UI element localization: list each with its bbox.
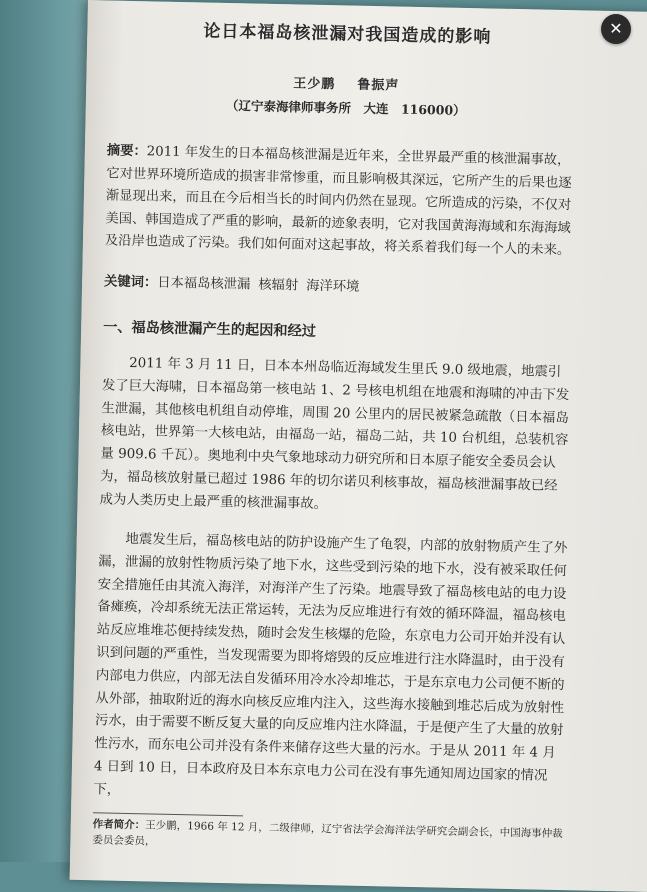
keywords-label: 关键词： <box>103 274 158 291</box>
keywords <box>104 270 574 299</box>
article-title: 论日本福岛核泄漏对我国造成的影响 <box>203 21 492 48</box>
author-name: 鲁振声 <box>357 77 400 94</box>
body-paragraph: 2011 年 3 月 11 日，日本本州岛临近海域发生里氏 9.0 级地震，地震引发了巨大海啸，日本福岛第一核电站 1、2 号核电机组在地震和海啸的冲击下发生泄漏，其他核电机组自动停堆，周围 20 公里内的居民被紧急疏散（日本福岛核电站，世界第一大核电站，由福岛一站，福岛二站，共 10 台机组，总装机容量 909.6 千瓦）。奥地利中央气象地球动力研究所和日本原子能安全委员会认为，福岛核放射量已超过 1986 年的切尔诺贝利核事故，福岛核泄漏事故已经成为人类历史上最严重的核泄漏事故。 <box>99 355 570 512</box>
book-page <box>70 0 647 892</box>
close-icon: ✕ <box>609 19 623 38</box>
author-line <box>86 68 606 98</box>
section-heading: 一、福岛核泄漏产生的起因和经过 <box>102 319 317 340</box>
author-footnote <box>92 816 573 858</box>
footnote-text: 王少鹏，1966 年 12 月，二级律师，辽宁省法学会海洋法学研究会副会长，中国海事仲裁委员会委员， <box>92 819 563 848</box>
close-button[interactable] <box>601 14 631 44</box>
abstract-label: 摘要： <box>106 143 147 160</box>
footnote-label: 作者简介： <box>92 818 146 832</box>
affiliation: （辽宁泰海律师事务所 大连 116000） <box>225 97 466 118</box>
keyword: 核辐射 <box>258 277 299 294</box>
body-paragraph: 地震发生后，福岛核电站的防护设施产生了龟裂，内部的放射物质产生了外漏，泄漏的放射性物质污染了地下水，这些受到污染的地下水，没有被采取任何安全措施任由其流入海洋，对海洋产生了污染。地震导致了福岛核电站的电力设备瘫痪，冷却系统无法正常运转，无法为反应堆进行有效的循环降温，福岛核电站反应堆堆芯便持续发热，随时会发生核爆的危险，东京电力公司开始并没有认识到问题的严重性，当发现需要为即将熔毁的反应堆进行注水降温时，由于没有内部电力供应，内部无法自发循环用冷水冷却堆芯，于是东京电力公司便不断的从外部，抽取附近的海水向核反应堆内注入，这些海水接触到堆芯后成为放射性污水，由于需要不断反复大量的向反应堆内注水降温，于是便产生了大量的放射性污水，而东电公司并没有条件来储存这些大量的污水。于是从 2011 年 4 月 4 日到 10 日，日本政府及日本东京电力公司在没有事先通知周边国家的情况下， <box>93 531 568 798</box>
abstract-text: 2011 年发生的日本福岛核泄漏是近年来，全世界最严重的核泄漏事故，它对世界环境所造成的损害非常惨重，而且影响极其深远，它所产生的后果也逐渐显现出来，而且在今后相当长的时间内仍然在显现。它所造成的污染，不仅对美国、韩国造成了严重的影响，最新的迹象表明，它对我国黄海海域和东海海域及沿岸也造成了污染。我们如何面对这起事故，将关系着我们每一个人的未来。 <box>104 144 572 259</box>
author-name: 王少鹏 <box>293 76 336 93</box>
abstract <box>105 140 577 263</box>
keyword: 海洋环境 <box>306 278 360 295</box>
keyword: 日本福岛核泄漏 <box>157 275 251 293</box>
